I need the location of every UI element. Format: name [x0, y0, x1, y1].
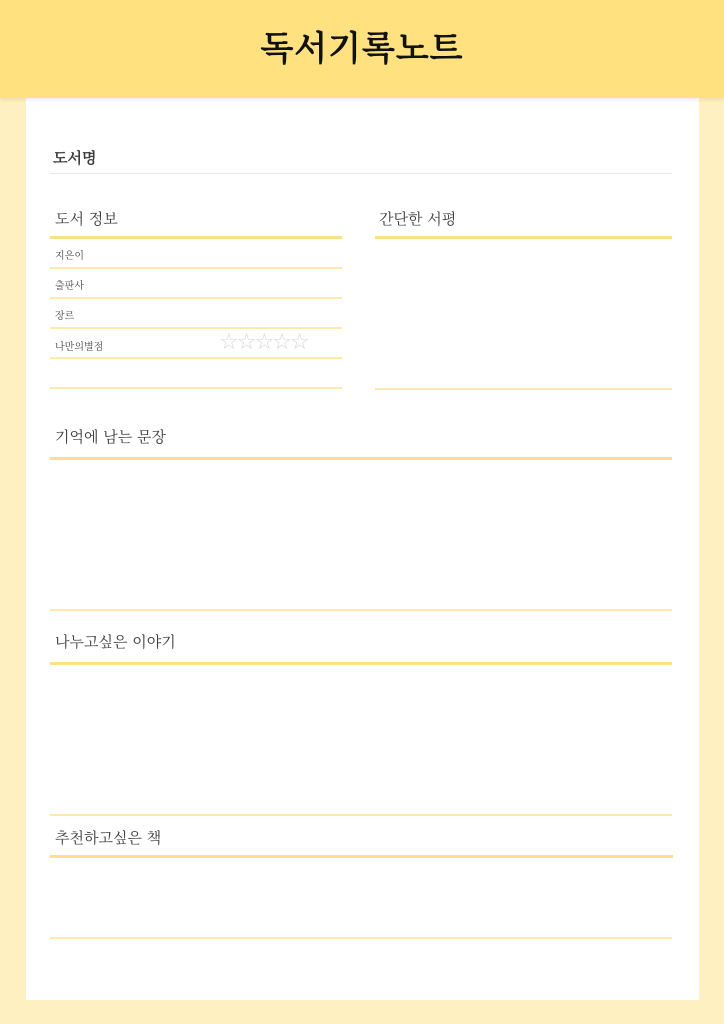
genre-label: 장르 [55, 311, 75, 322]
short-review-title: 간단한 서평 [379, 210, 457, 228]
author-field[interactable] [50, 267, 342, 269]
publisher-label: 출판사 [55, 281, 84, 292]
share-story-title: 나누고싶은 이야기 [55, 633, 176, 651]
recommend-book-area[interactable] [50, 858, 672, 937]
note-sheet [26, 98, 699, 1000]
book-info-extra-field[interactable] [50, 387, 342, 389]
memorable-sentence-title: 기억에 남는 문장 [55, 428, 166, 446]
recommend-book-bottom-rule [50, 937, 672, 939]
book-title-label: 도서명 [53, 149, 97, 167]
share-story-area[interactable] [50, 665, 672, 814]
recommend-book-title: 추천하고싶은 책 [55, 829, 162, 847]
memorable-sentence-area[interactable] [50, 460, 672, 609]
short-review-area[interactable] [375, 239, 672, 388]
rating-rule [50, 357, 342, 359]
book-info-title: 도서 정보 [55, 210, 118, 228]
book-title-field[interactable] [50, 173, 672, 174]
share-story-bottom-rule [50, 814, 672, 816]
page-header [0, 0, 724, 98]
author-label: 지은이 [55, 251, 84, 262]
book-info-rule [50, 236, 342, 239]
rating-label: 나만의별점 [55, 342, 104, 353]
short-review-bottom-rule [375, 388, 672, 390]
star-rating[interactable]: ☆☆☆☆☆ [219, 330, 308, 355]
genre-field[interactable] [50, 327, 342, 329]
publisher-field[interactable] [50, 297, 342, 299]
page-title: 독서기록노트 [260, 28, 464, 69]
memorable-sentence-bottom-rule [50, 609, 672, 611]
